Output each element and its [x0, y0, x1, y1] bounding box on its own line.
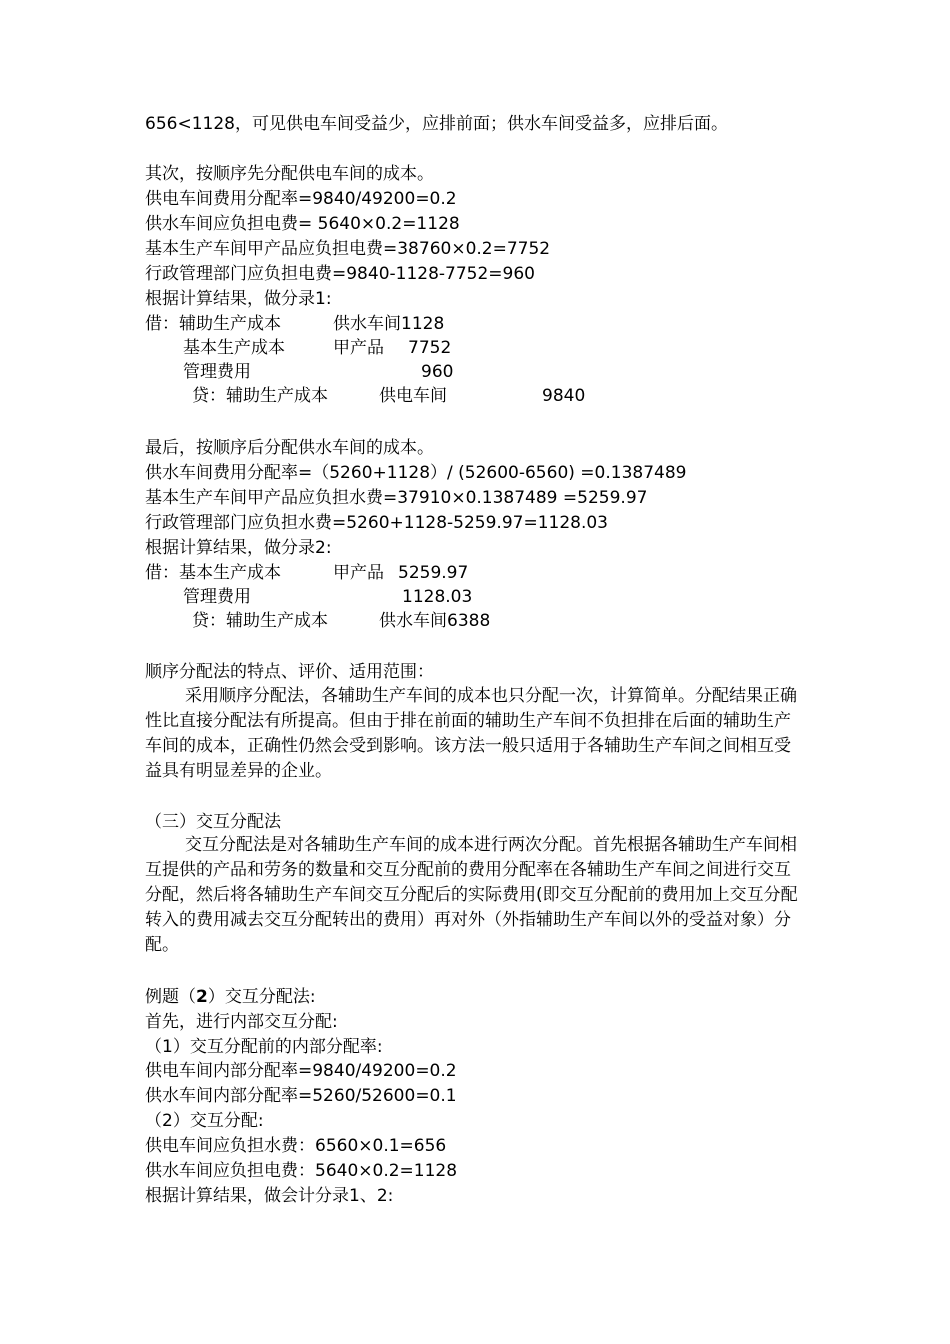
intro-line: 656<1128，可见供电车间受益少，应排前面；供水车间受益多，应排后面。 [145, 114, 728, 134]
example-line-4: 供水车间内部分配率=5260/52600=0.1 [145, 1086, 457, 1106]
example-line-8: 根据计算结果，做会计分录1、2: [145, 1186, 394, 1206]
entry2-debit-amount: 5259.97 [398, 563, 469, 583]
entry1-debit-account: 借：辅助生产成本 [145, 314, 281, 334]
entry1-credit-sub: 供电车间 [379, 386, 447, 406]
example-line-6: 供电车间应负担水费：6560×0.1=656 [145, 1136, 447, 1156]
entry2-debit-sub: 甲产品 [333, 563, 384, 583]
step2-line-1: 供水车间费用分配率=（5260+1128）/ (52600-6560) =0.1387489 [145, 463, 687, 483]
step1-line-2: 供水车间应负担电费= 5640×0.2=1128 [145, 214, 460, 234]
features-heading: 顺序分配法的特点、评价、适用范围： [145, 662, 434, 682]
entry1-row2-amount: 7752 [408, 338, 452, 358]
entry1-debit-sub: 供水车间1128 [333, 314, 445, 334]
example-line-1: 首先，进行内部交互分配: [145, 1012, 338, 1032]
entry2-credit-account: 贷：辅助生产成本 [192, 611, 328, 631]
section3-paragraph: 交互分配法是对各辅助生产车间的成本进行两次分配。首先根据各辅助生产车间相互提供的产品和劳务的数量和交互分配前的费用分配率在各辅助生产车间之间进行交互分配，然后将各辅助生产车间交互分配后的实际费用(即交互分配前的费用加上交互分配转入的费用减去交互分配转出的费用）再对外（外指辅助生产车间以外的受益对象）分配。 [145, 835, 798, 955]
example-number: 2 [196, 987, 208, 1007]
example-line-2: （1）交互分配前的内部分配率: [145, 1037, 383, 1057]
step1-line-1: 供电车间费用分配率=9840/49200=0.2 [145, 189, 457, 209]
step2-line-4: 根据计算结果，做分录2: [145, 538, 332, 558]
entry1-row3-amount: 960 [421, 362, 454, 382]
entry1-row2-account: 基本生产成本 [183, 338, 285, 358]
example-title [145, 985, 316, 1009]
features-paragraph: 采用顺序分配法，各辅助生产车间的成本也只分配一次，计算简单。分配结果正确性比直接分配法有所提高。但由于排在前面的辅助生产车间不负担排在后面的辅助生产车间的成本，正确性仍然会受到影响。该方法一般只适用于各辅助生产车间之间相互受益具有明显差异的企业。 [145, 686, 797, 781]
entry2-row2-account: 管理费用 [183, 587, 251, 607]
entry2-debit-account: 借：基本生产成本 [145, 563, 281, 583]
entry1-row3-account: 管理费用 [183, 362, 251, 382]
step2-line-2: 基本生产车间甲产品应负担水费=37910×0.1387489 =5259.97 [145, 488, 648, 508]
step1-line-5: 根据计算结果，做分录1: [145, 289, 332, 309]
entry1-credit-amount: 9840 [542, 386, 586, 406]
entry1-row2-sub: 甲产品 [333, 338, 384, 358]
step2-heading: 最后，按顺序后分配供水车间的成本。 [145, 438, 434, 458]
example-line-7: 供水车间应负担电费：5640×0.2=1128 [145, 1161, 458, 1181]
section3-heading: （三）交互分配法 [145, 812, 281, 832]
step2-line-3: 行政管理部门应负担水费=5260+1128-5259.97=1128.03 [145, 513, 608, 533]
example-title-prefix: 例题（ [145, 987, 196, 1007]
entry1-credit-account: 贷：辅助生产成本 [192, 386, 328, 406]
entry2-credit-sub: 供水车间6388 [379, 611, 491, 631]
entry2-row2-amount: 1128.03 [402, 587, 473, 607]
example-line-3: 供电车间内部分配率=9840/49200=0.2 [145, 1061, 457, 1081]
step1-line-4: 行政管理部门应负担电费=9840-1128-7752=960 [145, 264, 535, 284]
example-line-5: （2）交互分配: [145, 1111, 264, 1131]
example-title-suffix: ）交互分配法: [207, 987, 316, 1007]
step1-heading: 其次，按顺序先分配供电车间的成本。 [145, 164, 434, 184]
step1-line-3: 基本生产车间甲产品应负担电费=38760×0.2=7752 [145, 239, 551, 259]
